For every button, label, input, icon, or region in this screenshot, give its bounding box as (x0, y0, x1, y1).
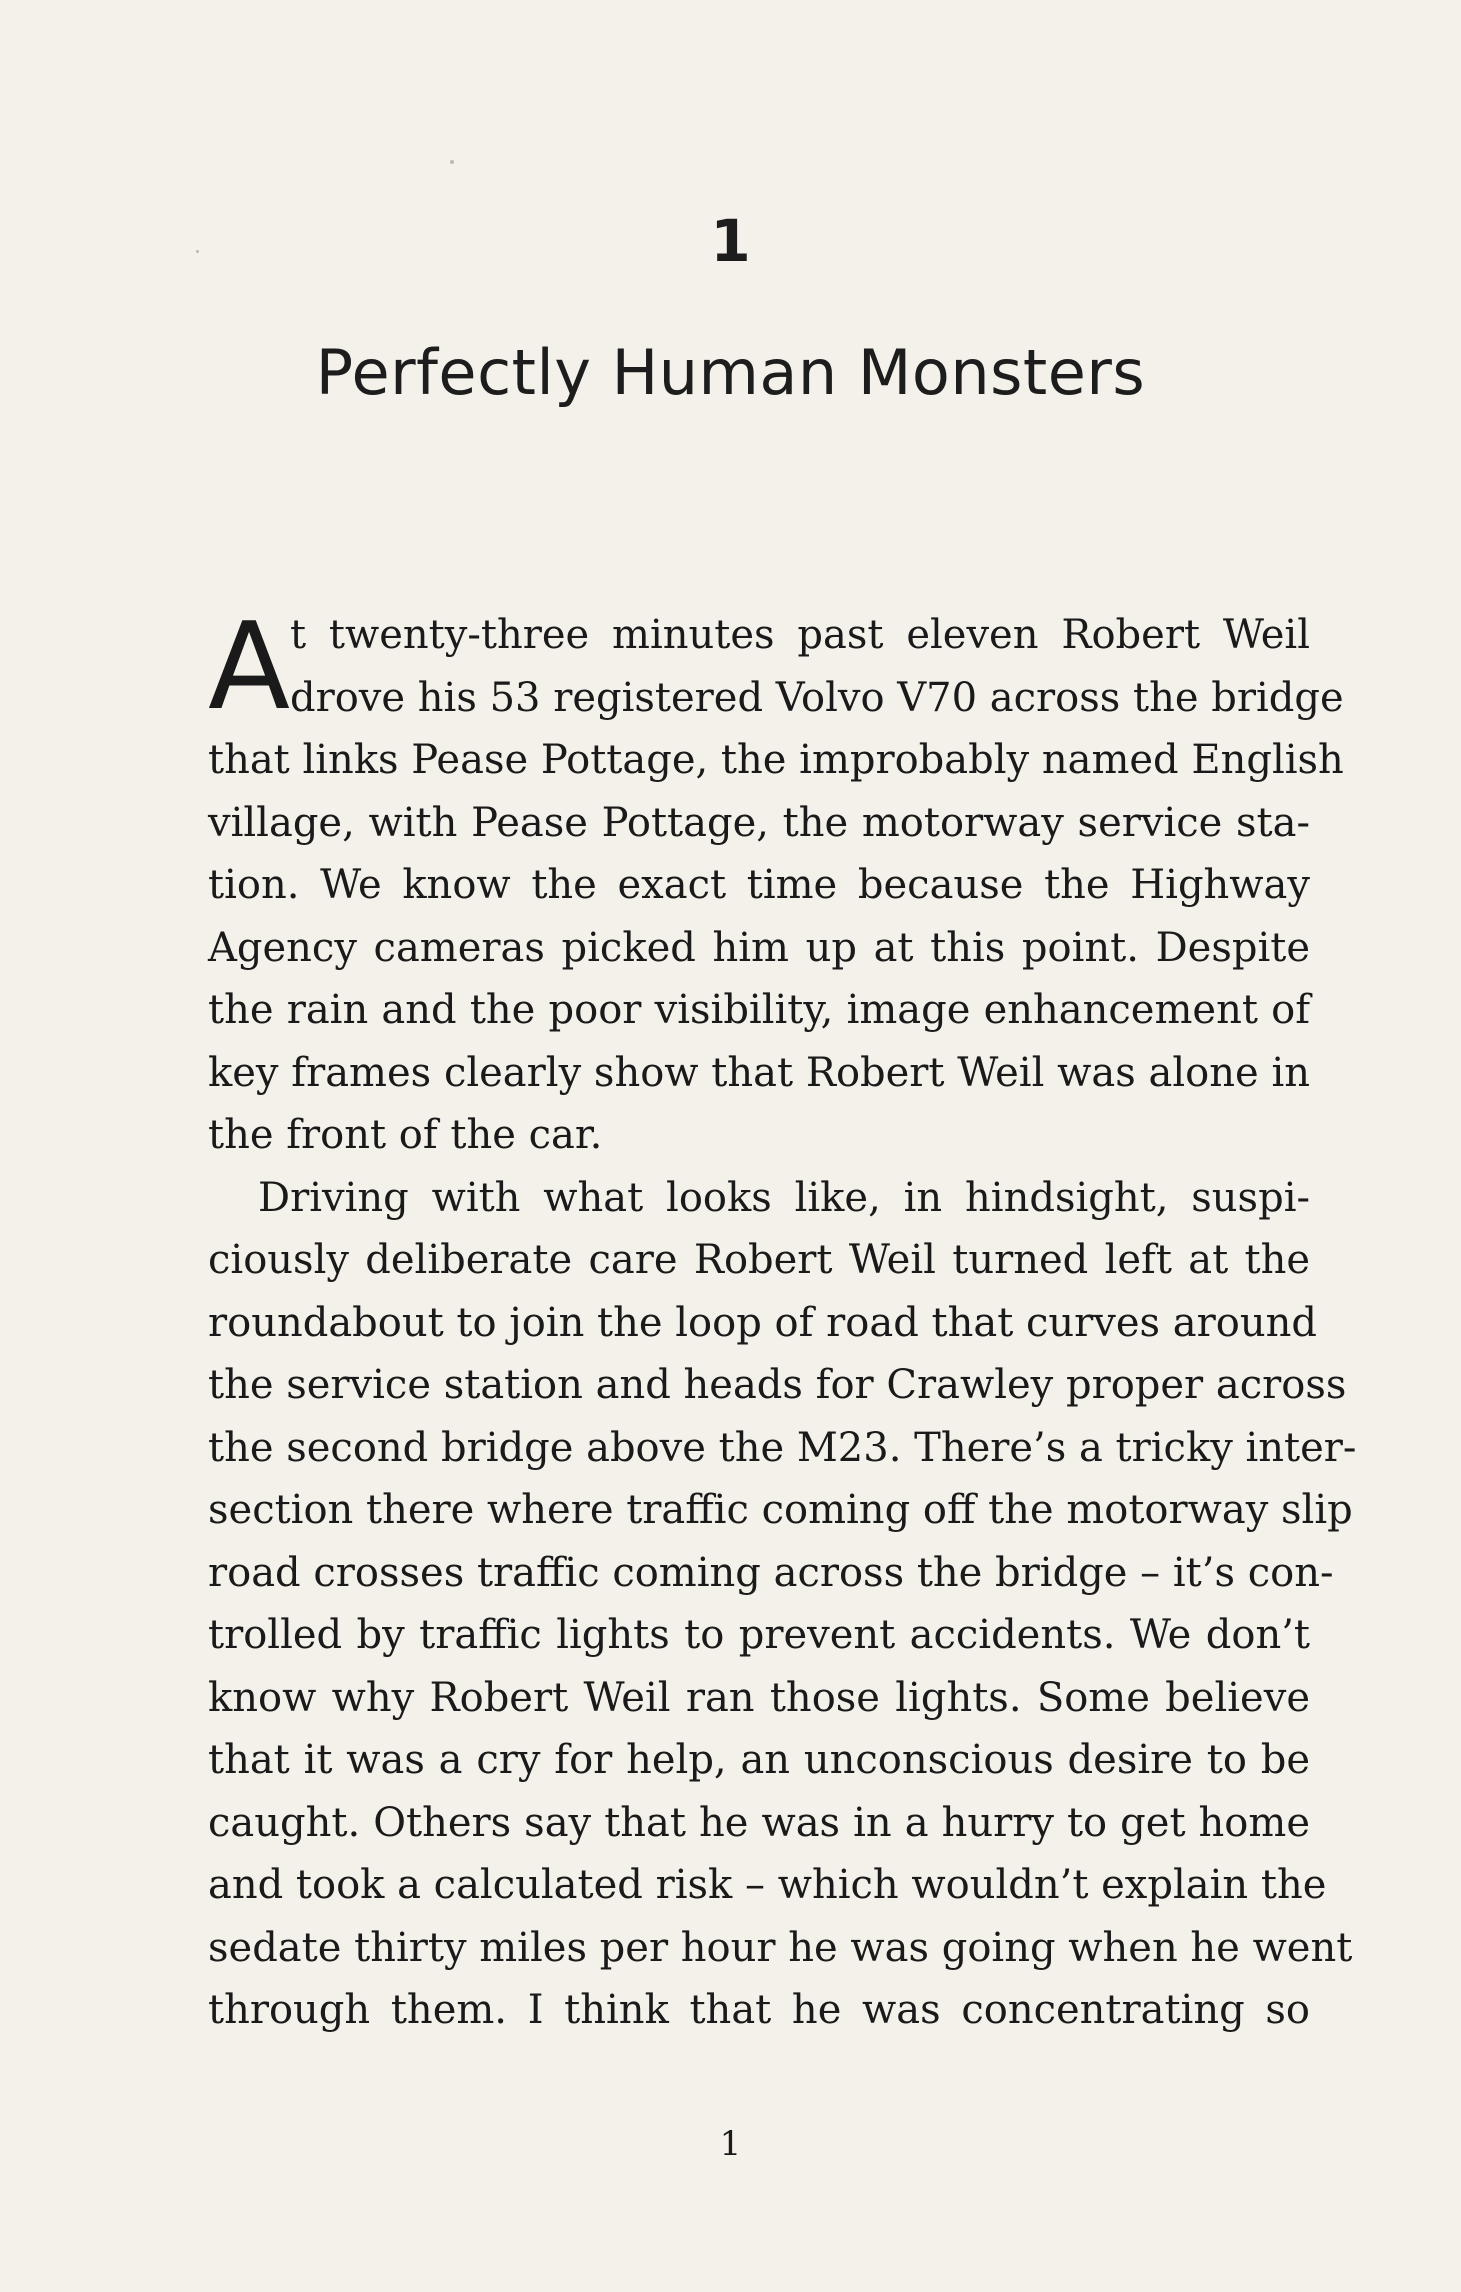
text-line: ciously deliberate care Robert Weil turned left at the (208, 1237, 1310, 1283)
text-line: and took a calculated risk – which wouldn’t explain the (208, 1862, 1327, 1908)
text-line: the service station and heads for Crawley proper across (208, 1362, 1347, 1408)
text-line: trolled by traffic lights to prevent accidents. We don’t (208, 1612, 1310, 1658)
text-line: roundabout to join the loop of road that curves around (208, 1299, 1317, 1346)
paragraph-1 (208, 598, 1344, 1167)
text-line: the second bridge above the M23. There’s a tricky inter- (208, 1424, 1357, 1471)
text-line: through them. I think that he was concentrating so (208, 1987, 1310, 2033)
body-text (208, 598, 1357, 2042)
page-number: 1 (719, 2124, 742, 2164)
text-line: tion. We know the exact time because the Highway (208, 862, 1310, 908)
text-line: the rain and the poor visibility, image enhancement of (208, 987, 1310, 1033)
paragraph-2 (208, 1167, 1357, 2042)
text-line: drove his 53 registered Volvo V70 across the bridge (290, 674, 1344, 721)
text-line: village, with Pease Pottage, the motorway service sta- (208, 799, 1310, 846)
text-line: the front of the car. (208, 1112, 603, 1158)
text-line: sedate thirty miles per hour he was going when he went (208, 1924, 1353, 1971)
text-line: Agency cameras picked him up at this point. Despite (208, 924, 1310, 971)
text-line: that links Pease Pottage, the improbably named English (208, 737, 1344, 783)
text-line: caught. Others say that he was in a hurry to get home (208, 1799, 1310, 1846)
chapter-title: Perfectly Human Monsters (315, 336, 1146, 409)
text-line: Driving with what looks like, in hindsight, suspi- (258, 1174, 1310, 1221)
text-line: road crosses traffic coming across the bridge – it’s con- (208, 1549, 1334, 1596)
text-line: t twenty-three minutes past eleven Robert Weil (290, 612, 1310, 658)
paper-speck (450, 160, 454, 164)
drop-cap: A (208, 598, 291, 737)
text-line: key frames clearly show that Robert Weil was alone in (208, 1049, 1310, 1096)
chapter-number: 1 (710, 207, 751, 275)
text-line: section there where traffic coming off the motorway slip (208, 1487, 1353, 1533)
text-line: know why Robert Weil ran those lights. Some believe (208, 1674, 1310, 1721)
text-line: that it was a cry for help, an unconscious desire to be (208, 1737, 1310, 1783)
